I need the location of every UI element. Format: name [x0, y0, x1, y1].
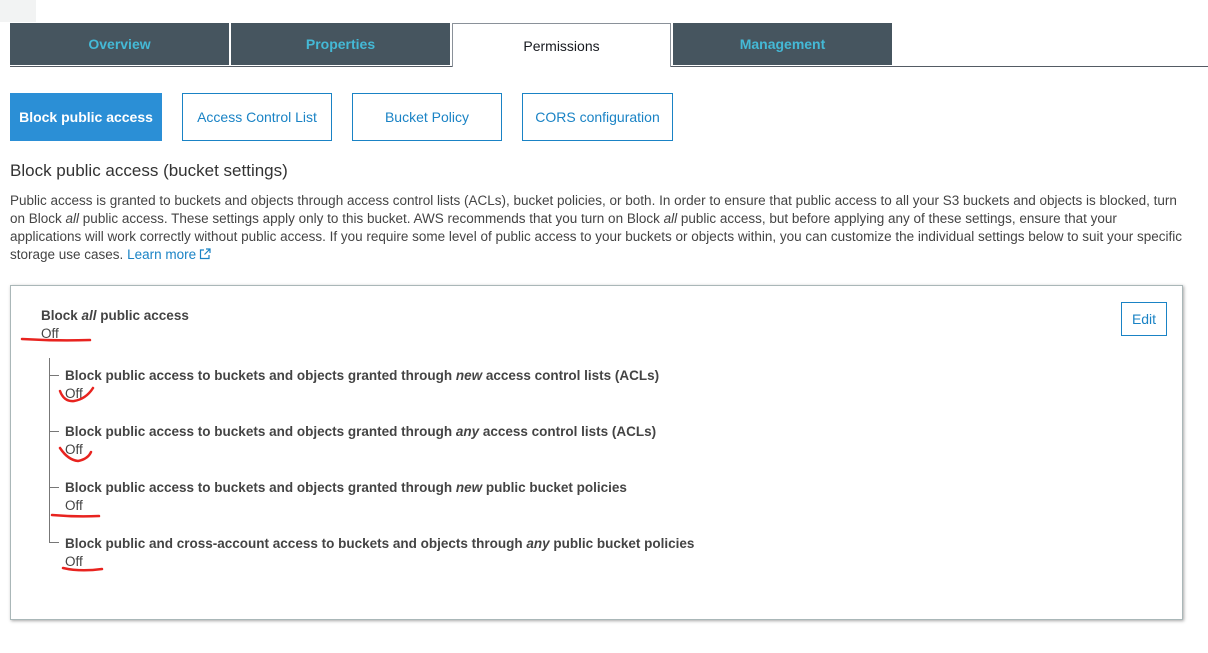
tree-branch-1 [49, 375, 59, 376]
tab-properties[interactable]: Properties [231, 23, 450, 65]
settings-panel [10, 285, 1183, 620]
setting-cross-account-label [65, 536, 694, 551]
top-strip [0, 0, 36, 22]
tab-overview[interactable]: Overview [10, 23, 229, 65]
section-description [10, 192, 1190, 265]
learn-more-link[interactable] [127, 247, 211, 262]
desc-em-2: all [663, 211, 678, 226]
edit-button[interactable]: Edit [1121, 302, 1167, 336]
setting-1-pre: Block public access to buckets and objects granted through [65, 368, 456, 383]
setting-3-em: new [455, 480, 483, 495]
tab-management[interactable]: Management [673, 23, 892, 65]
master-setting-value: Off [41, 326, 59, 341]
setting-3-pre: Block public access to buckets and objects granted through [65, 480, 456, 495]
setting-new-acls-value: Off [65, 386, 83, 401]
subtab-bucket-policy[interactable]: Bucket Policy [352, 93, 502, 141]
tree-branch-4 [49, 542, 59, 543]
external-link-icon [199, 247, 211, 265]
desc-text-3: public access, but before applying any of these settings, ensure that your applications will work correctly without public access. If you require some level of public access to your buckets or objects within, you can customize the individual settings below to suit your specific storage use cases. [10, 211, 1183, 262]
setting-4-post: public bucket policies [549, 536, 695, 551]
tree-branch-2 [49, 431, 59, 432]
subtab-cors-configuration[interactable]: CORS configuration [522, 93, 673, 141]
setting-new-acls-label [65, 368, 659, 383]
subtab-block-public-access[interactable]: Block public access [10, 93, 162, 141]
master-label-pre: Block [41, 308, 82, 323]
setting-2-post: access control lists (ACLs) [479, 424, 657, 439]
learn-more-label: Learn more [127, 247, 197, 262]
setting-new-policies-value: Off [65, 498, 83, 513]
desc-text-2: public access. These settings apply only to this bucket. AWS recommends that you turn on Block [79, 211, 664, 226]
setting-4-em: any [526, 536, 550, 551]
setting-3-post: public bucket policies [482, 480, 627, 495]
setting-cross-account-value: Off [65, 554, 83, 569]
setting-4-pre: Block public and cross-account access to buckets and objects through [65, 536, 527, 551]
setting-any-acls-value: Off [65, 442, 83, 457]
subtab-access-control-list[interactable]: Access Control List [182, 93, 332, 141]
setting-new-policies-label [65, 480, 627, 495]
setting-2-em: any [455, 424, 480, 439]
setting-1-post: access control lists (ACLs) [482, 368, 660, 383]
master-label-em: all [81, 308, 97, 323]
tree-vertical-line [49, 358, 50, 542]
setting-2-pre: Block public access to buckets and objects granted through [65, 424, 456, 439]
desc-text-1: Public access is granted to buckets and objects through access control lists (ACLs), bucket policies, or both. In order to ensure that public access to all your S3 buckets and objects is blocked, turn on Block [10, 193, 1177, 226]
setting-1-em: new [455, 368, 483, 383]
top-strip-right [36, 0, 1208, 22]
setting-any-acls-label [65, 424, 656, 439]
master-setting-label [41, 308, 189, 323]
tab-permissions[interactable]: Permissions [452, 23, 671, 67]
section-title: Block public access (bucket settings) [10, 161, 288, 180]
desc-em-1: all [65, 211, 80, 226]
main-tab-bar [10, 23, 1208, 67]
master-label-post: public access [96, 308, 189, 323]
tree-branch-3 [49, 487, 59, 488]
